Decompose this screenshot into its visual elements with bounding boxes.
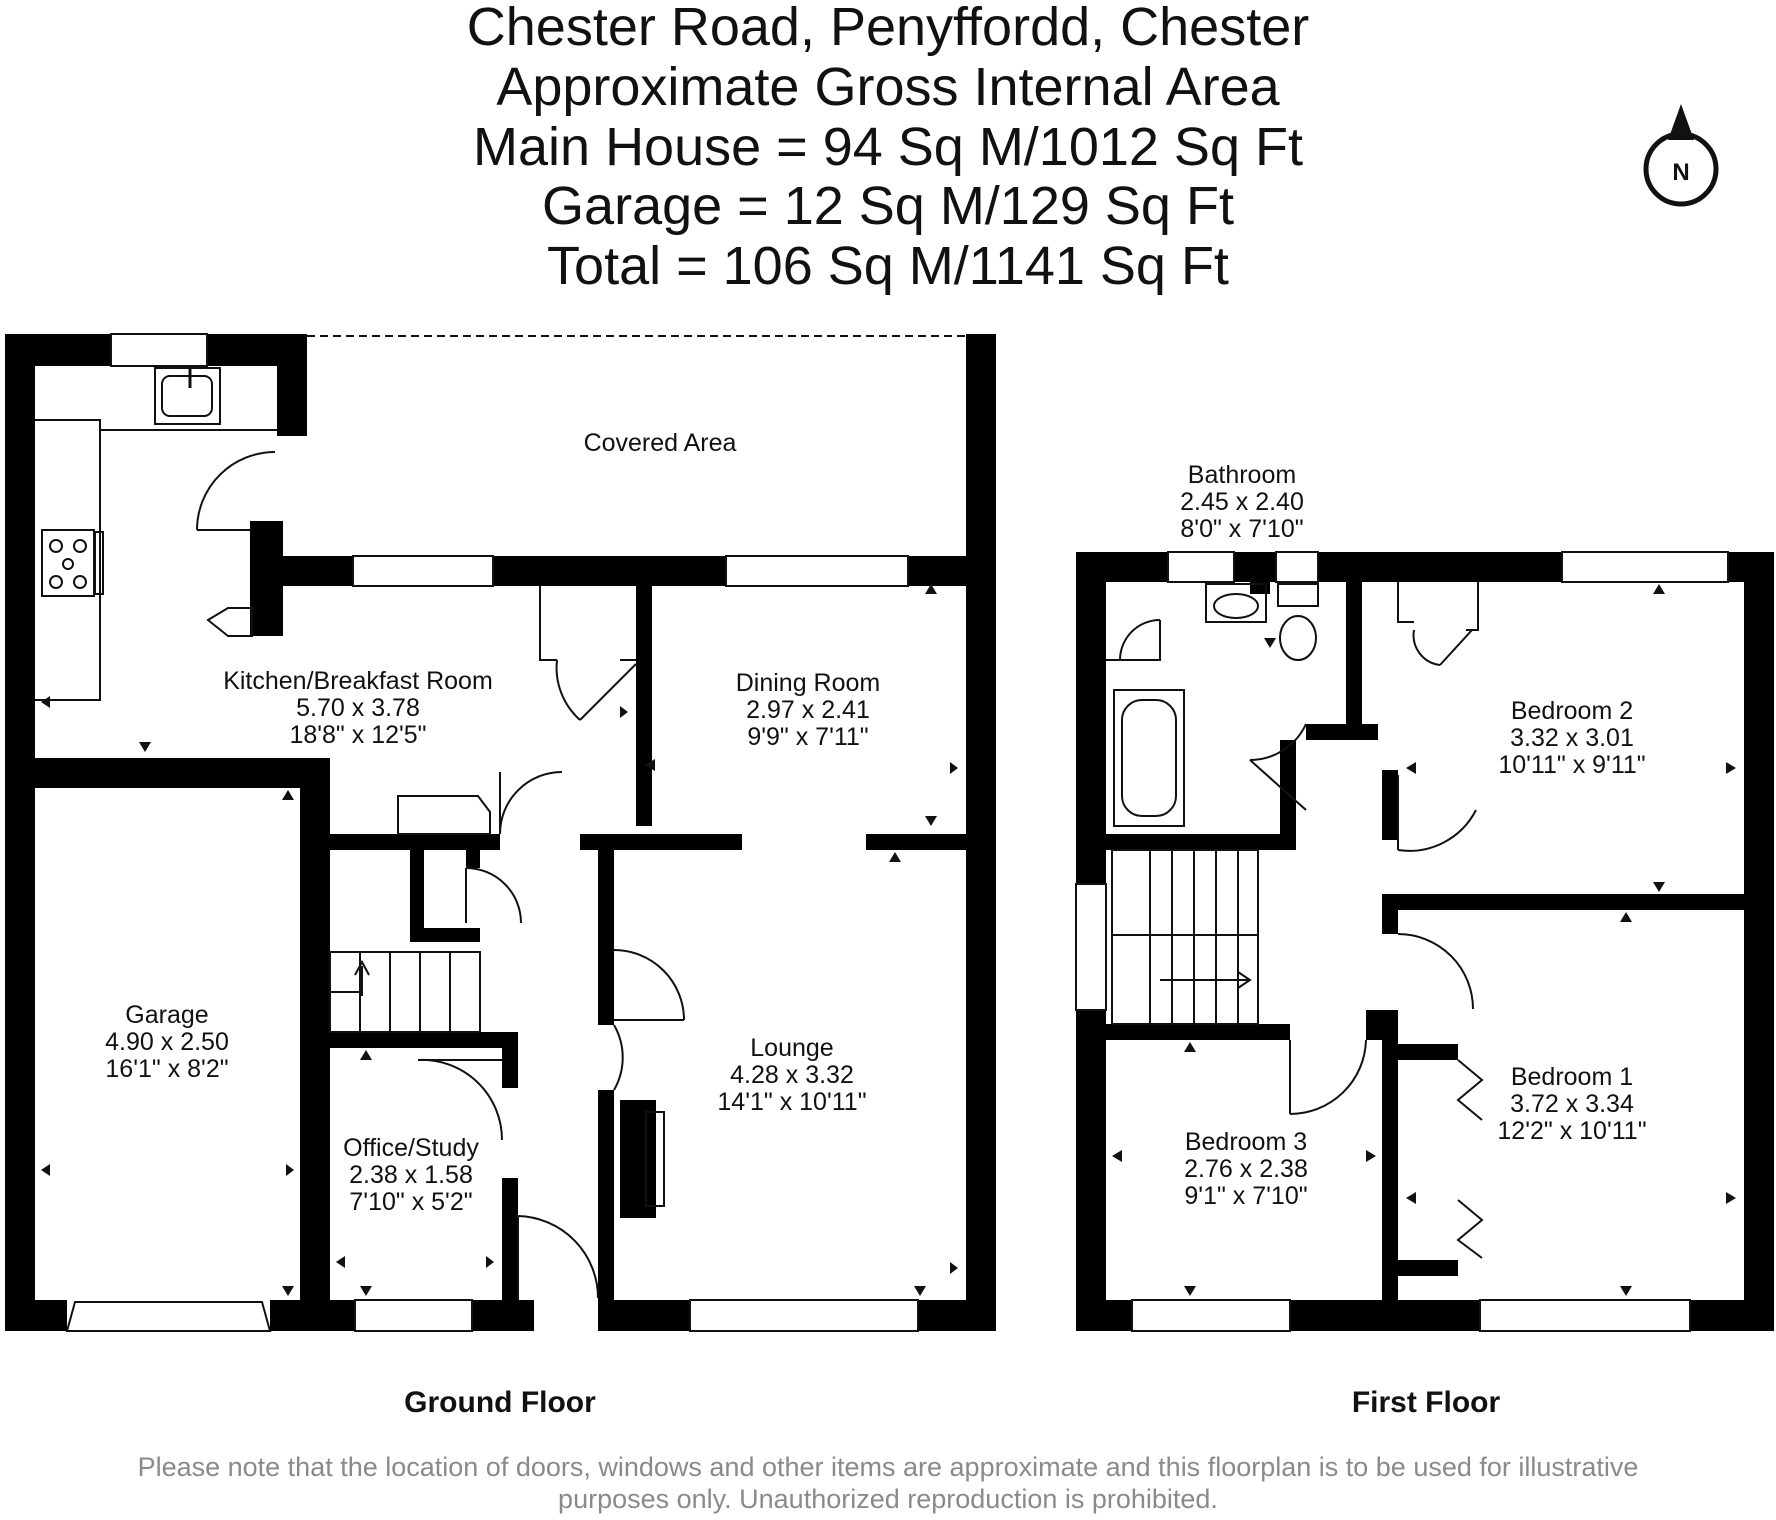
door-swing	[500, 772, 562, 834]
wall	[1106, 1024, 1290, 1040]
wall	[866, 834, 996, 850]
kitchen-name: Kitchen/Breakfast Room	[223, 667, 493, 695]
door-swing	[614, 1025, 623, 1090]
first-floor-plan	[1076, 461, 1774, 1419]
bathroom-metric: 2.45 x 2.40	[1180, 488, 1304, 516]
wall	[580, 834, 742, 850]
lounge-imperial: 14'1" x 10'11"	[717, 1088, 867, 1116]
wall	[5, 334, 35, 1331]
wall	[1346, 582, 1362, 724]
wall	[466, 850, 480, 868]
fireplace	[620, 1100, 656, 1218]
disclaimer-line-2: purposes only. Unauthorized reproduction is prohibited.	[558, 1484, 1218, 1514]
window	[1132, 1300, 1290, 1331]
wall	[1382, 1010, 1398, 1300]
wall	[598, 850, 614, 1025]
bedroom2-metric: 3.32 x 3.01	[1510, 724, 1634, 752]
wall	[1382, 770, 1398, 840]
wall	[502, 1032, 518, 1088]
wall	[636, 586, 652, 826]
bedroom1-metric: 3.72 x 3.34	[1510, 1090, 1634, 1118]
wall	[1382, 894, 1398, 934]
window	[1276, 552, 1318, 582]
wall	[1106, 834, 1296, 850]
wall	[598, 1090, 614, 1331]
wall	[908, 556, 996, 586]
bedroom1-name: Bedroom 1	[1510, 1063, 1634, 1091]
wall	[5, 334, 111, 366]
compass-label: N	[1672, 159, 1690, 186]
door-swing	[1250, 724, 1306, 760]
window	[1168, 552, 1234, 582]
wall	[1382, 894, 1774, 910]
wall	[277, 334, 307, 436]
bedroom2-imperial: 10'11" x 9'11"	[1498, 751, 1646, 779]
window	[355, 1300, 472, 1331]
wall	[1398, 1260, 1458, 1276]
wall	[410, 928, 480, 942]
garage-imperial: 16'1" x 8'2"	[105, 1055, 229, 1083]
office-metric: 2.38 x 1.58	[349, 1161, 473, 1189]
wall	[1290, 1300, 1480, 1331]
wardrobe-doors	[1458, 1060, 1482, 1120]
toilet-icon	[1278, 584, 1318, 606]
header-block	[467, 0, 1309, 296]
garage-door	[67, 1302, 270, 1331]
wall	[1318, 552, 1562, 582]
wall	[330, 1032, 510, 1048]
staircase	[1112, 850, 1258, 1024]
header-address: Chester Road, Penyffordd, Chester	[466, 0, 1310, 57]
bathroom-name: Bathroom	[1187, 461, 1297, 489]
wall	[1398, 1044, 1458, 1060]
lounge-name: Lounge	[750, 1034, 834, 1062]
door-swing	[197, 452, 275, 530]
header-total-area: Total = 106 Sq M/1141 Sq Ft	[547, 236, 1229, 296]
window	[1562, 552, 1728, 582]
covered-area-name: Covered Area	[583, 429, 737, 457]
wall	[1306, 724, 1378, 740]
wall	[918, 1300, 996, 1331]
window	[726, 556, 908, 586]
first-floor-label: First Floor	[1351, 1386, 1501, 1419]
header-garage-area: Garage = 12 Sq M/129 Sq Ft	[542, 176, 1234, 236]
garage-name: Garage	[125, 1001, 209, 1029]
bedroom3-imperial: 9'1" x 7'10"	[1184, 1182, 1308, 1210]
hob-icon	[42, 530, 94, 596]
door-swing	[418, 1060, 502, 1140]
wall	[1076, 1300, 1132, 1331]
header-area-title: Approximate Gross Internal Area	[496, 57, 1280, 117]
lounge-metric: 4.28 x 3.32	[730, 1061, 854, 1089]
kitchen-imperial: 18'8" x 12'5"	[289, 721, 427, 749]
door-swing	[1398, 934, 1473, 1009]
bedroom1-imperial: 12'2" x 10'11"	[1497, 1117, 1647, 1145]
garage-metric: 4.90 x 2.50	[105, 1028, 229, 1056]
dining-imperial: 9'9" x 7'11"	[747, 723, 869, 751]
wall	[502, 1178, 518, 1331]
wall	[1076, 552, 1168, 582]
bedroom2-name: Bedroom 2	[1510, 697, 1634, 725]
wall	[493, 556, 726, 586]
wall	[250, 521, 283, 636]
front-door-swing	[518, 1216, 598, 1298]
window	[1480, 1300, 1690, 1331]
door-swing	[1290, 1040, 1366, 1114]
cupboard	[1398, 582, 1414, 622]
fridge	[398, 796, 490, 834]
window	[353, 556, 493, 586]
bathroom-imperial: 8'0" x 7'10"	[1180, 515, 1304, 543]
header-main-house-area: Main House = 94 Sq M/1012 Sq Ft	[473, 117, 1303, 177]
office-imperial: 7'10" x 5'2"	[349, 1188, 473, 1216]
wall	[5, 758, 320, 788]
dining-metric: 2.97 x 2.41	[746, 696, 870, 724]
door-swing	[466, 868, 521, 923]
wall	[283, 556, 353, 586]
boiler	[208, 608, 252, 636]
ground-floor-plan	[5, 334, 996, 1419]
wall	[5, 1300, 67, 1331]
dining-name: Dining Room	[735, 669, 881, 697]
disclaimer-line-1: Please note that the location of doors, windows and other items are approximate and this floorplan is to be used for illustrative	[137, 1452, 1639, 1482]
airing-cupboard	[1106, 620, 1160, 660]
window	[690, 1300, 918, 1331]
wall	[1690, 1300, 1774, 1331]
ground-floor-label: Ground Floor	[404, 1386, 596, 1419]
wall	[1744, 552, 1774, 1331]
window	[111, 334, 207, 366]
window	[1076, 884, 1106, 1010]
door-swing	[1398, 810, 1476, 851]
cupboard	[540, 586, 557, 660]
wall	[315, 834, 500, 850]
kitchen-metric: 5.70 x 3.78	[296, 694, 420, 722]
staircase	[330, 952, 480, 1032]
wall	[966, 598, 996, 1331]
north-arrow-icon	[1646, 104, 1716, 204]
wall	[1234, 552, 1278, 582]
disclaimer-block	[138, 1452, 1639, 1514]
sink-bowl	[162, 376, 212, 416]
office-name: Office/Study	[343, 1134, 479, 1162]
bedroom3-metric: 2.76 x 2.38	[1184, 1155, 1308, 1183]
bedroom3-name: Bedroom 3	[1184, 1128, 1308, 1156]
